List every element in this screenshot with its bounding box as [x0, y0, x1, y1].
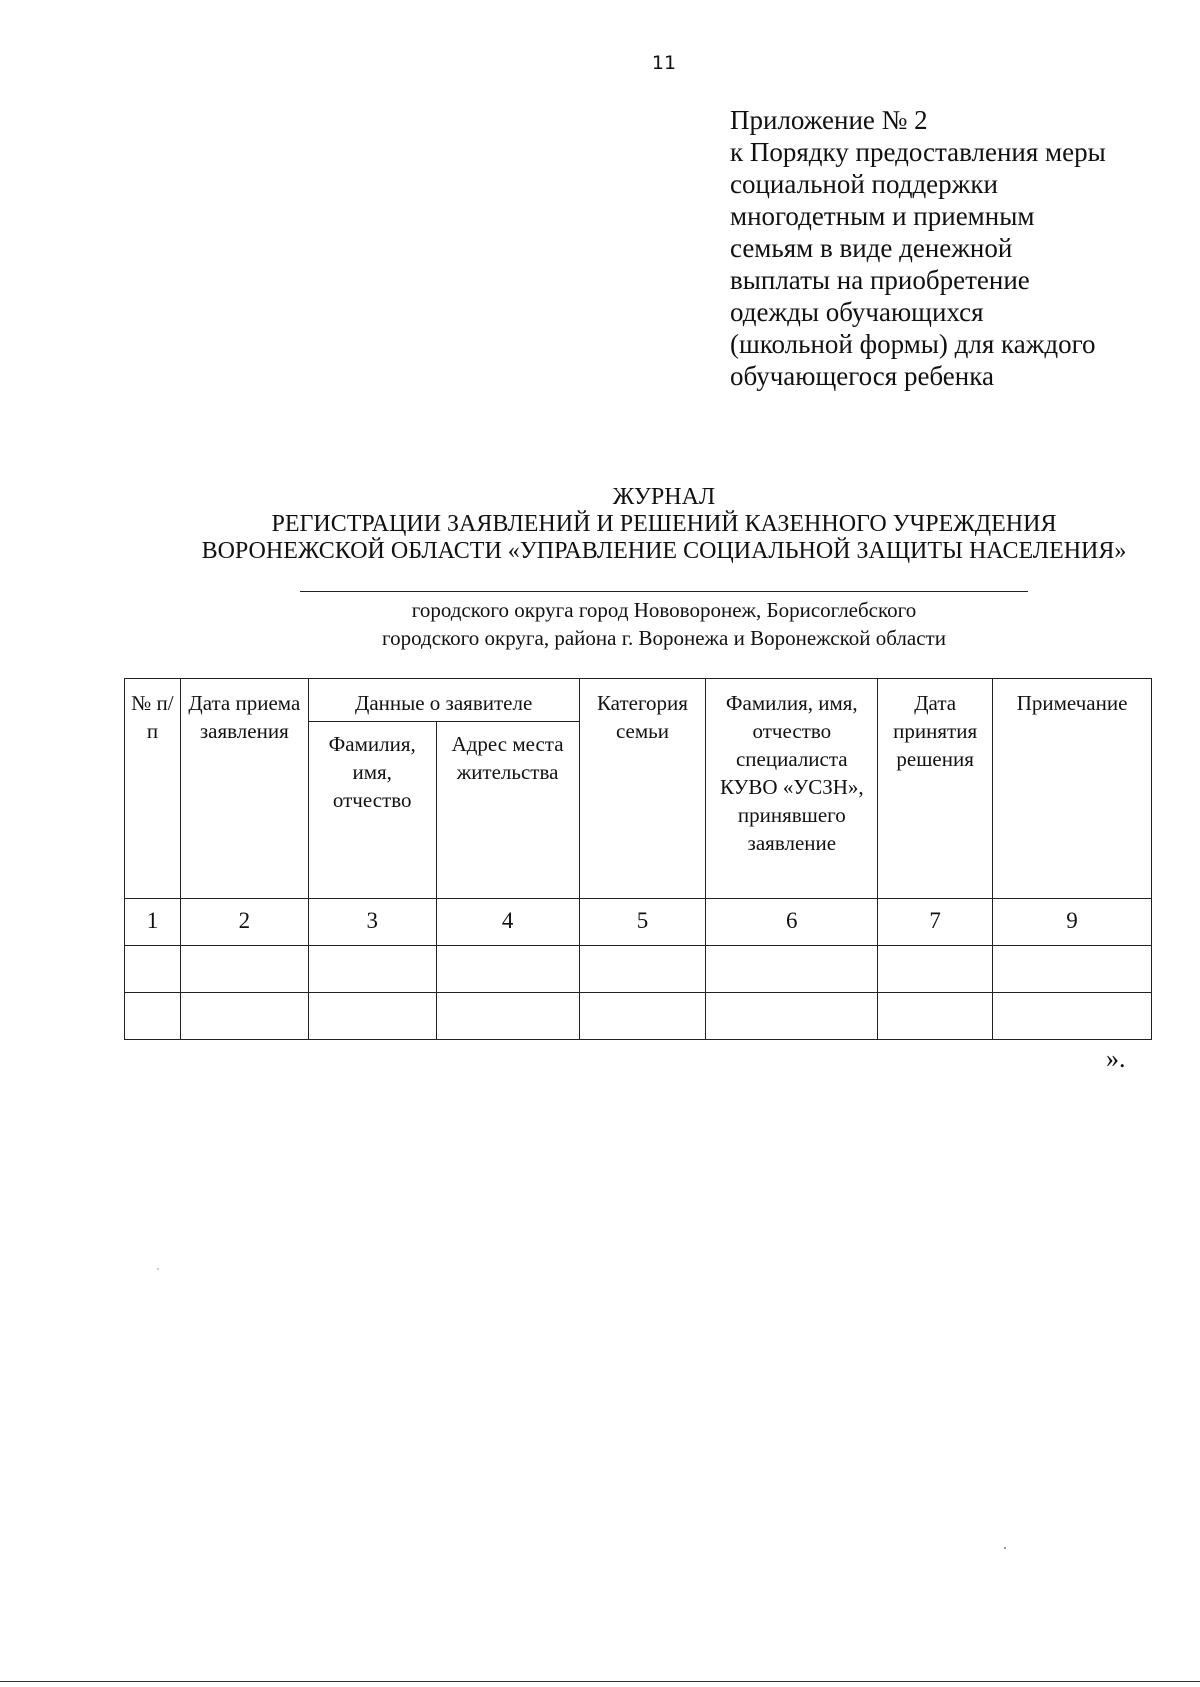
- empty-cell: [436, 946, 579, 993]
- journal-title-line: РЕГИСТРАЦИИ ЗАЯВЛЕНИЙ И РЕШЕНИЙ КАЗЕННОГО УЧРЕЖДЕНИЯ: [271, 511, 1057, 537]
- empty-cell: [125, 946, 181, 993]
- column-number: 5: [579, 899, 706, 946]
- header-num: № п/п: [125, 679, 181, 899]
- table-header-row: [125, 679, 1152, 722]
- header-family-category: Категория семьи: [579, 679, 706, 899]
- page-number: 11: [651, 52, 677, 74]
- appendix-line: к Порядку предоставления меры: [730, 137, 1106, 167]
- appendix-line: многодетным и приемным: [730, 201, 1035, 231]
- column-number: 9: [993, 899, 1152, 946]
- empty-cell: [308, 946, 436, 993]
- page-bottom-edge: [0, 1681, 1200, 1682]
- scan-speck: [1004, 1547, 1006, 1549]
- header-applicant-address: Адрес места жительства: [436, 722, 579, 899]
- empty-cell: [308, 993, 436, 1040]
- empty-cell: [180, 993, 308, 1040]
- header-date-received: Дата приема заявления: [180, 679, 308, 899]
- column-number: 4: [436, 899, 579, 946]
- column-number: 1: [125, 899, 181, 946]
- district-line: городского округа город Нововоронеж, Борисоглебского: [411, 598, 917, 622]
- closing-quote: ».: [1106, 1044, 1126, 1073]
- empty-cell: [878, 946, 993, 993]
- column-number: 7: [878, 899, 993, 946]
- journal-title: [0, 484, 1200, 565]
- empty-cell: [436, 993, 579, 1040]
- journal-title-line: ВОРОНЕЖСКОЙ ОБЛАСТИ «УПРАВЛЕНИЕ СОЦИАЛЬНОЙ ЗАЩИТЫ НАСЕЛЕНИЯ»: [201, 538, 1127, 564]
- column-number: 2: [180, 899, 308, 946]
- header-applicant-name: Фамилия, имя, отчество: [308, 722, 436, 899]
- scan-speck: [157, 1268, 159, 1270]
- column-number-row: [125, 899, 1152, 946]
- table-row: [125, 946, 1152, 993]
- table-row: [125, 993, 1152, 1040]
- district-line: городского округа, района г. Воронежа и Воронежской области: [382, 626, 946, 650]
- appendix-line: (школьной формы) для каждого: [730, 329, 1096, 359]
- registration-table: [124, 678, 1152, 1040]
- appendix-line: семьям в виде денежной: [730, 233, 1013, 263]
- header-applicant-group: Данные о заявителе: [308, 679, 579, 722]
- appendix-line: выплаты на приобретение: [730, 265, 1030, 295]
- empty-cell: [125, 993, 181, 1040]
- appendix-line: обучающегося ребенка: [730, 361, 994, 391]
- header-decision-date: Дата принятия решения: [878, 679, 993, 899]
- empty-cell: [706, 993, 878, 1040]
- empty-cell: [579, 993, 706, 1040]
- empty-cell: [579, 946, 706, 993]
- header-note: Примечание: [993, 679, 1152, 899]
- appendix-header: [730, 104, 1170, 392]
- district-caption: [0, 596, 1200, 652]
- title-underline: [300, 591, 1028, 592]
- empty-cell: [180, 946, 308, 993]
- column-number: 6: [706, 899, 878, 946]
- appendix-line: социальной поддержки: [730, 169, 998, 199]
- appendix-line: одежды обучающихся: [730, 297, 984, 327]
- appendix-line: Приложение № 2: [730, 105, 928, 135]
- header-specialist: Фамилия, имя, отчество специалиста КУВО «УСЗН», принявшего заявление: [706, 679, 878, 899]
- journal-title-line: ЖУРНАЛ: [612, 484, 716, 510]
- column-number: 3: [308, 899, 436, 946]
- empty-cell: [993, 993, 1152, 1040]
- empty-cell: [706, 946, 878, 993]
- empty-cell: [993, 946, 1152, 993]
- empty-cell: [878, 993, 993, 1040]
